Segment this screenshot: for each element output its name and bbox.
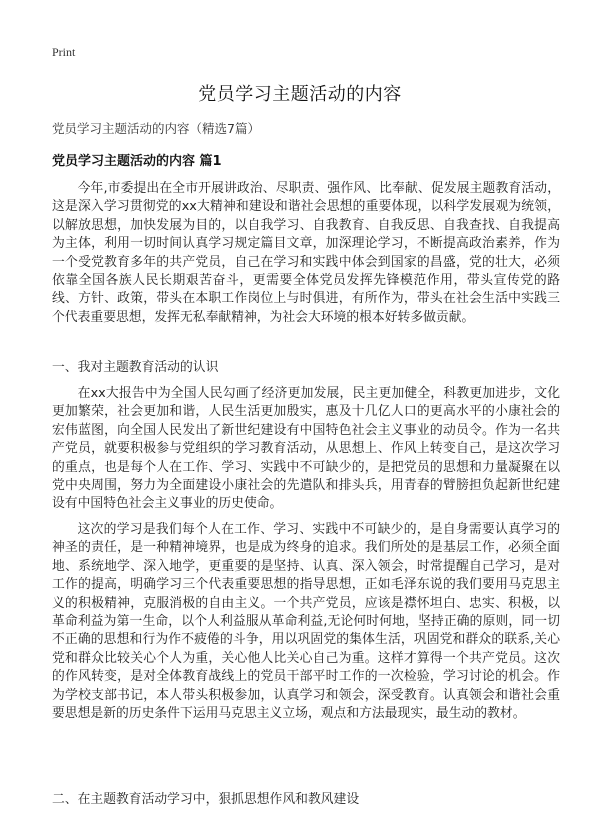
section-heading-1: 一、我对主题教育活动的认识 [52, 360, 219, 375]
section-heading-2: 二、在主题教育活动学习中，狠抓思想作风和教风建设 [52, 792, 360, 807]
article-heading: 党员学习主题活动的内容 篇1 [52, 154, 222, 169]
page-title: 党员学习主题活动的内容 [198, 84, 402, 105]
paragraph-3: 这次的学习是我们每个人在工作、学习、实践中不可缺少的，是自身需要认真学习的神圣的责任，是一种精神境界，也是成为终身的追求。我们所处的是基层工作，必须全面地、系统地学、深入地学，更重要的是坚持、认真、深入领会，时常提醒自己学习，是对工作的提高，明确学习三个代表重要思想的指导思想，正如毛泽东说的我们要用马克思主义的积极精神，克服消极的自由主义。一个共产党员，应该是襟怀坦白、忠实、积极，以革命利益为第一生命，以个人利益服从革命利益,无论何时何地，坚持正确的原则，同一切不正确的思想和行为作不疲倦的斗争，用以巩固党的集体生活，巩固党和群众的联系,关心党和群众比较关心个人为重，关心他人比关心自己为重。这样才算得一个共产党员。这次的作风转变，是对全体教育战线上的党员干部平时工作的一次检验，学习讨论的机会。作为学校支部书记，本人带头积极参加，认真学习和领会，深受教育。认真领会和谐社会重要思想是新的历史条件下运用马克思主义立场，观点和方法最现实，最生动的教材。 [52, 522, 560, 722]
paragraph-1: 今年,市委提出在全市开展讲政治、尽职责、强作风、比奉献、促发展主题教育活动，这是深入学习贯彻党的xx大精神和建设和谐社会思想的重要体现，以科学发展观为统领，以解放思想，加快发展为目的，以自我学习、自我教育、自我反思、自我查找、自我提高为主体，利用一切时间认真学习规定篇目文章，加深理论学习，不断提高政治素养，作为一个受党教育多年的共产党员，自己在学习和实践中体会到国家的昌盛，党的壮大，必须依靠全国各族人民长期艰苦奋斗，更需要全体党员发挥先锋模范作用，带头宣传党的路线、方针、政策，带头在本职工作岗位上与时俱进，有所作为，带头在社会生活中实践三个代表重要思想，发挥无私奉献精神，为社会大环境的根本好转多做贡献。 [52, 181, 560, 325]
subtitle: 党员学习主题活动的内容（精选7篇） [52, 121, 260, 136]
paragraph-2: 在xx大报告中为全国人民勾画了经济更加发展，民主更加健全，科教更加进步，文化更加繁荣，社会更加和谐，人民生活更加殷实，惠及十几亿人口的更高水平的小康社会的宏伟蓝图，向全国人民发出了新世纪建设有中国特色社会主义事业的动员令。作为一名共产党员，就要积极参与党组织的学习教育活动，从思想上、作风上转变自己，是这次学习的重点，也是每个人在工作、学习、实践中不可缺少的，是把党员的思想和力量凝聚在以党中央周围，努力为全面建设小康社会的先遣队和排头兵，用青春的臂膀担负起新世纪建设有中国特色社会主义事业的历史使命。 [52, 386, 560, 512]
print-link[interactable]: Print [52, 45, 76, 59]
